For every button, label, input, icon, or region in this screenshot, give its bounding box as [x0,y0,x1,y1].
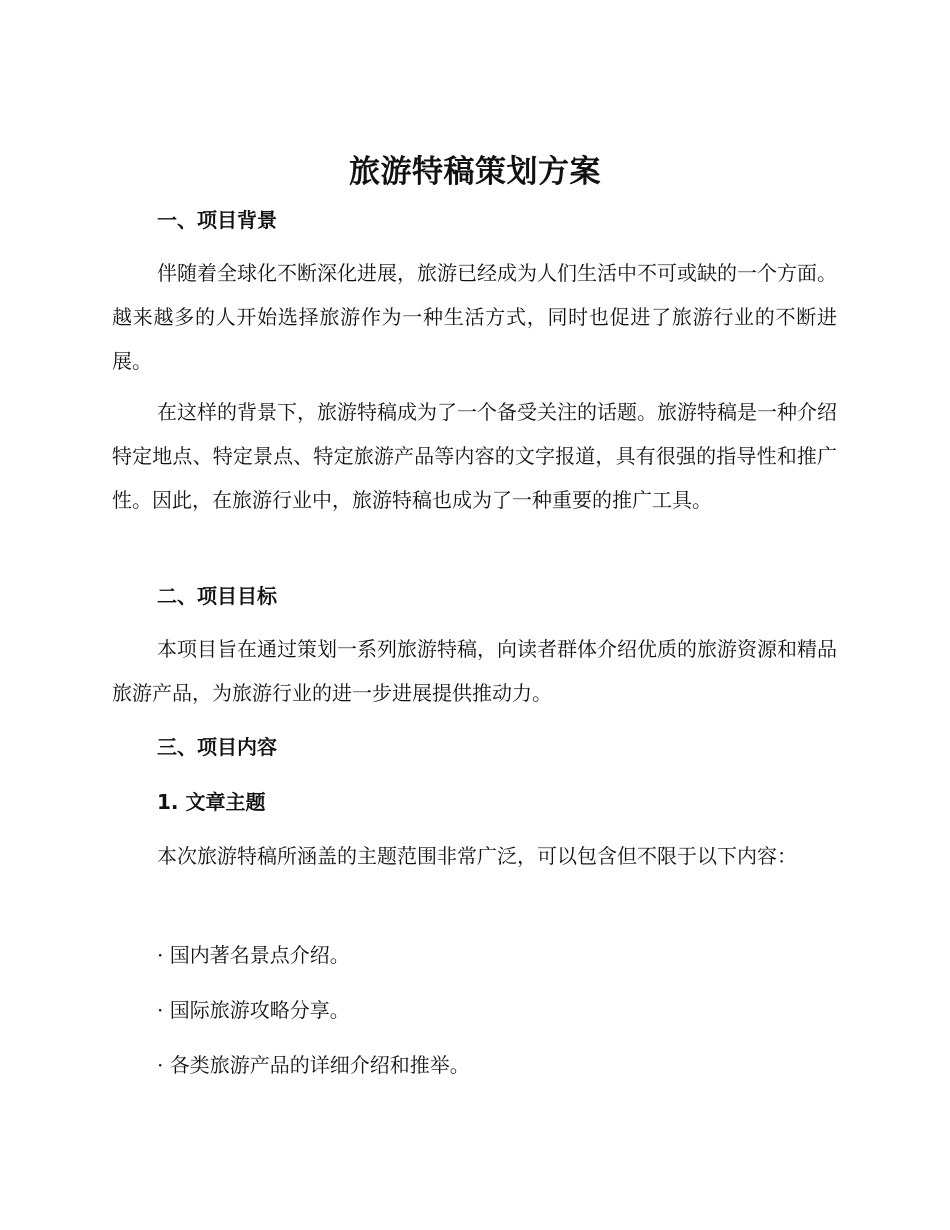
bullet-item: · 国内著名景点介绍。 [157,943,350,967]
paragraph-article-theme: 本次旅游特稿所涵盖的主题范围非常广泛，可以包含但不限于以下内容： [157,844,797,868]
paragraph-background-2: 在这样的背景下，旅游特稿成为了一个备受关注的话题。旅游特稿是一种介绍特定地点、特定景点、特定旅游产品等内容的文字报道，具有很强的指导性和推广性。因此，在旅游行业中，旅游特稿也成为了一种重要的推广工具。 [112,400,837,512]
section-heading-goals: 二、项目目标 [157,584,277,608]
subsection-heading-article-theme: 1. 文章主题 [157,790,266,814]
section-heading-background: 一、项目背景 [157,208,277,232]
section-heading-content: 三、项目内容 [157,735,277,759]
bullet-item: · 国际旅游攻略分享。 [157,998,350,1022]
paragraph-goals: 本项目旨在通过策划一系列旅游特稿，向读者群体介绍优质的旅游资源和精品旅游产品，为旅游行业的进一步进展提供推动力。 [112,637,837,705]
bullet-item: · 各类旅游产品的详细介绍和推举。 [157,1053,470,1077]
paragraph-background-1: 伴随着全球化不断深化进展，旅游已经成为人们生活中不可或缺的一个方面。越来越多的人开始选择旅游作为一种生活方式，同时也促进了旅游行业的不断进展。 [112,261,837,373]
document-title: 旅游特稿策划方案 [349,154,601,190]
